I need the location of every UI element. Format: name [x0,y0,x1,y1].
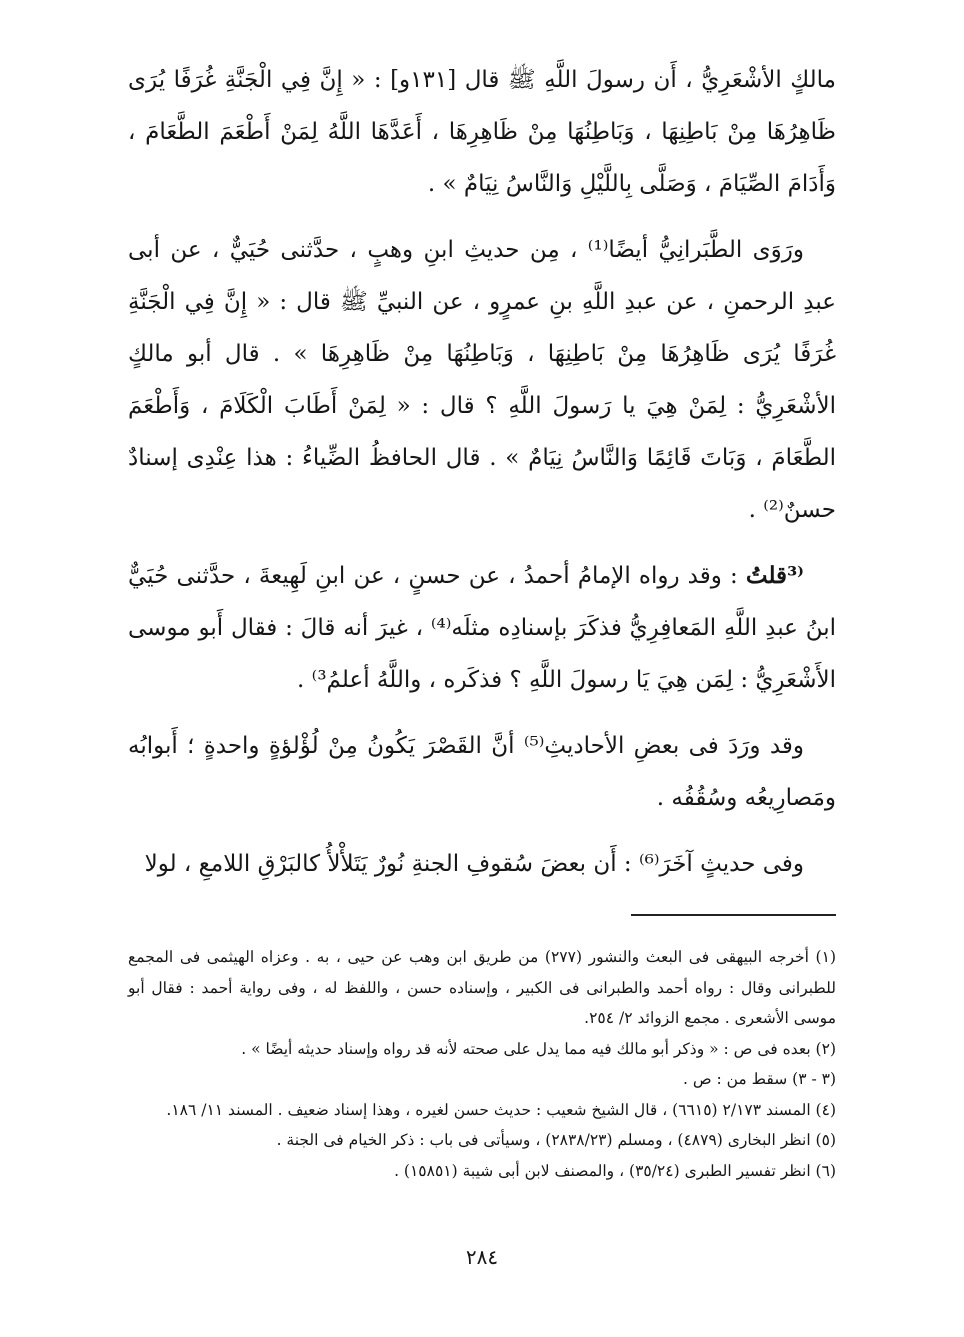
footnote-separator [631,914,836,916]
footnote-2: (٢) بعده فى ص : « وذكر أبو مالك فيه مما يدل على صحته لأنه قد رواه وإسناد حديثه أيضًا » . [241,1039,836,1058]
paragraph-3 [128,550,836,706]
footnote-3: (٣ - ٣) سقط من : ص . [682,1070,836,1088]
footnote-6: (٦) انظر تفسير الطبرى (٣٥/٢٤) ، والمصنف لابن أبى شيبة (١٥٨٥١) . [394,1161,836,1180]
paragraph-4: وقد ورَدَ فى بعضِ الأحاديثِ⁽⁵⁾ أنَّ القَصْرَ يَكُونُ مِنْ لُؤْلؤةٍ واحدةٍ ؛ أَبوابُه ومَصارِيعُه وسُقُفُه . [128,733,836,811]
paragraph-2: ورَوَى الطَّبَرانِيُّ أيضًا⁽¹⁾ ، مِن حديثِ ابنِ وهبٍ ، حدَّثنى حُيَيٌّ ، عن أبى عبدِ الرحمنِ ، عن عبدِ اللَّهِ بنِ عمرٍو ، عن النبيِّ ﷺ قال : « إِنَّ فِي الْجَنَّةِ غُرَفًا يُرَى ظَاهِرُهَا مِنْ بَاطِنِهَا ، وَبَاطِنُهَا مِنْ ظَاهِرِهَا » . قال أبو مالكٍ الأشْعَرِيُّ : لِمَنْ هِيَ يا رَسولَ اللَّهِ ؟ قال : « لِمَنْ أَطَابَ الْكَلَامَ ، وَأَطْعَمَ الطَّعَامَ ، وَبَاتَ قَائِمًا وَالنَّاسُ نِيَامٌ » . قال الحافظُ الضِّياءُ : هذا عِنْدِى إسنادٌ حسنٌ⁽²⁾ . [128,237,836,523]
footnote-5: (٥) انظر البخارى (٤٨٧٩) ، ومسلم (٢٨٣٨/٢٣) ، وسيأتى فى باب : ذكر الخيام فى الجنة . [276,1131,836,1149]
page-number: ٢٨٤ [465,1245,499,1269]
footnote-1: (١) أخرجه البيهقى فى البعث والنشور (٢٧٧) من طريق ابن وهب عن حيى ، به . وعزاه الهيثمى فى المجمع للطبرانى وقال : رواه أحمد والطبرانى فى الكبير ، وإسناده حسن ، واللفظ له ، وفى رواية أحمد : فقال أبو موسى الأشعرى . مجمع الزوائد ٢/ ٢٥٤. [128,948,836,1027]
paragraph-3-lead: ⁽³قلتُ [745,562,804,589]
footnotes [128,942,836,1186]
paragraph-1: مالكٍ الأشْعَرِيُّ ، أَن رسولَ اللَّهِ ﷺ قال [١٣١و] : « إِنَّ فِي الْجَنَّةِ غُرَفًا يُرَى ظَاهِرُهَا مِنْ بَاطِنِهَا ، وَبَاطِنُهَا مِنْ ظَاهِرِهَا ، أَعَدَّهَا اللَّهُ لِمَنْ أَطْعَمَ الطَّعَامَ ، وَأَدَامَ الصِّيَامَ ، وَصَلَّى بِاللَّيْلِ وَالنَّاسُ نِيَامٌ » . [128,67,836,197]
paragraph-5: وفى حديثٍ آخَرَ⁽⁶⁾ : أَن بعضَ سُقوفِ الجنةِ نُورٌ يَتَلأْلأُ كالبَرْقِ اللامعِ ، لولا [144,851,804,877]
footnote-4: (٤) المسند ٢/١٧٣ (٦٦١٥) ، قال الشيخ شعيب : حديث حسن لغيره ، وهذا إسناد ضعيف . المسند ١١/ ١٨٦. [166,1100,836,1119]
paragraph-3-text: : وقد رواه الإمامُ أحمدُ ، عن حسنٍ ، عن ابنِ لَهِيعةَ ، حدَّثنى حُيَيٌّ ابنُ عبدِ اللَّهِ المَعافِرِيُّ فذكَرَ بإسنادِه مثلَه⁽⁴⁾ ، غيرَ أنه قالَ : فقال أَبو موسى الأَشْعَرِيُّ : لِمَن هِيَ يَا رسولَ اللَّهِ ؟ فذكَره ، واللَّهُ أعلمُ³⁾ . [128,563,836,693]
